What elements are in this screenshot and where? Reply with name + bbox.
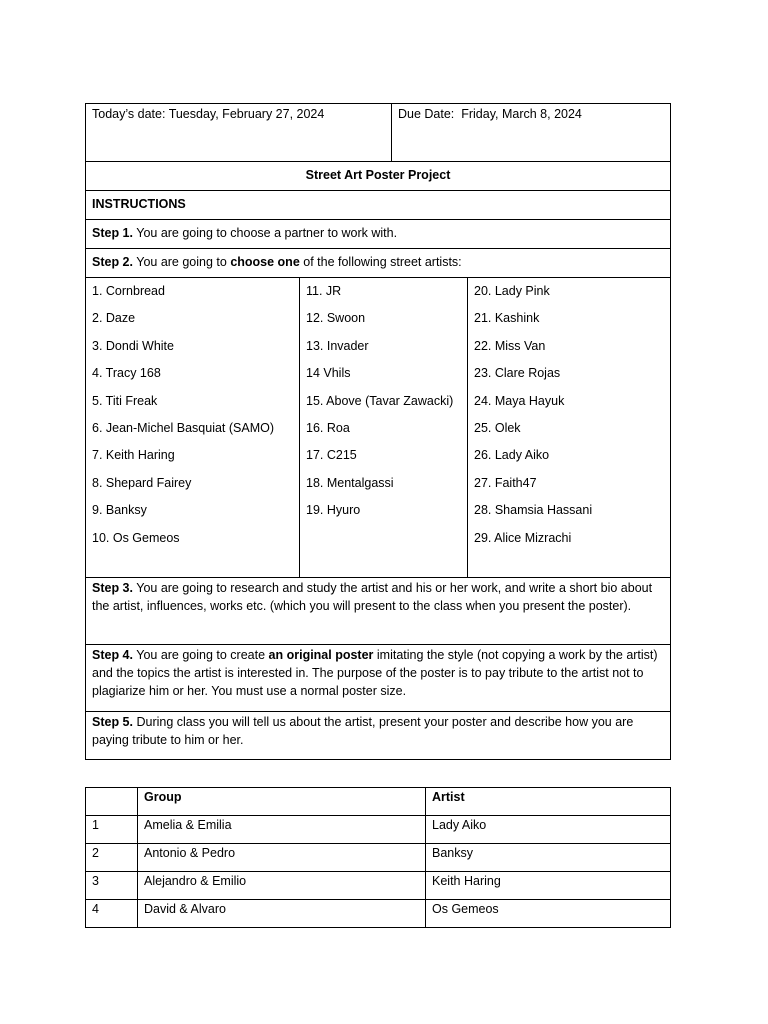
step-2-emphasis: choose one [230, 255, 300, 269]
list-item: 24. Maya Hayuk [474, 393, 565, 408]
artists-column-3 [468, 278, 671, 578]
list-item: 22. Miss Van [474, 338, 546, 353]
step-4-emphasis: an original poster [268, 648, 374, 662]
row-number: 3 [86, 872, 138, 900]
row-group: Antonio & Pedro [138, 844, 426, 872]
project-title: Street Art Poster Project [86, 162, 671, 191]
list-item: 17. C215 [306, 448, 357, 463]
list-item: 21. Kashink [474, 311, 540, 326]
step-4-text-b: imitating the style (not copying a work by the artist) and the topics the artist is interested in. The purpose of the poster is to pay tribute to the artist not to plagiarize him or her. You must use a normal poster size. [92, 648, 658, 698]
list-item: 5. Titi Freak [92, 393, 158, 408]
list-item: 27. Faith47 [474, 475, 537, 490]
step-2-text-a: You are going to [136, 255, 231, 269]
row-group: Amelia & Emilia [138, 816, 426, 844]
list-item: 3. Dondi White [92, 338, 174, 353]
list-item: 2. Daze [92, 311, 136, 326]
list-item: 6. Jean-Michel Basquiat (SAMO) [92, 420, 275, 435]
row-number: 4 [86, 900, 138, 928]
list-item: 23. Clare Rojas [474, 366, 561, 381]
header-group: Group [138, 788, 426, 816]
list-item: 16. Roa [306, 420, 350, 435]
step-1-text: You are going to choose a partner to work with. [136, 226, 398, 240]
list-item: 7. Keith Haring [92, 448, 175, 463]
step-3 [86, 578, 671, 645]
list-item: 4. Tracy 168 [92, 366, 161, 381]
step-4 [86, 645, 671, 712]
list-item: 26. Lady Aiko [474, 448, 550, 463]
table-header-row [86, 788, 671, 816]
step-2-text-b: of the following street artists: [299, 255, 462, 269]
row-number: 2 [86, 844, 138, 872]
table-row [86, 872, 671, 900]
list-item: 1. Cornbread [92, 284, 165, 298]
table-row [86, 844, 671, 872]
artists-column-2 [300, 278, 468, 578]
row-group: Alejandro & Emilio [138, 872, 426, 900]
row-number: 1 [86, 816, 138, 844]
list-item: 12. Swoon [306, 311, 366, 326]
list-item: 28. Shamsia Hassani [474, 503, 593, 518]
list-item: 15. Above (Tavar Zawacki) [306, 393, 454, 408]
step-3-text: You are going to research and study the artist and his or her work, and write a short bio about the artist, influences, works etc. (which you will present to the class when you present the poster). [92, 581, 653, 613]
step-1 [86, 220, 671, 249]
step-5-label: Step 5. [92, 715, 133, 729]
row-artist: Banksy [426, 844, 671, 872]
due-label: Due Date: [398, 107, 455, 121]
row-group: David & Alvaro [138, 900, 426, 928]
list-item: 9. Banksy [92, 503, 147, 518]
list-item: 20. Lady Pink [474, 284, 550, 298]
today-label: Today’s date: [92, 107, 166, 121]
step-4-label: Step 4. [92, 648, 133, 662]
step-1-label: Step 1. [92, 226, 133, 240]
due-value: Friday, March 8, 2024 [461, 107, 582, 121]
list-item: 13. Invader [306, 338, 369, 353]
list-item: 29. Alice Mizrachi [474, 530, 572, 545]
groups-table [85, 787, 671, 928]
step-5-text: During class you will tell us about the artist, present your poster and describe how you are paying tribute to him or her. [92, 715, 634, 747]
step-2 [86, 249, 671, 278]
row-artist: Keith Haring [426, 872, 671, 900]
assignment-table [85, 103, 671, 760]
table-row [86, 816, 671, 844]
list-item: 14 Vhils [306, 366, 351, 381]
list-item: 11. JR [306, 284, 342, 298]
list-item: 19. Hyuro [306, 503, 361, 518]
today-value: Tuesday, February 27, 2024 [168, 107, 325, 121]
list-item: 10. Os Gemeos [92, 530, 180, 545]
header-artist: Artist [426, 788, 671, 816]
list-item: 8. Shepard Fairey [92, 475, 192, 490]
step-2-label: Step 2. [92, 255, 133, 269]
step-5 [86, 712, 671, 760]
instructions-heading: INSTRUCTIONS [86, 191, 671, 220]
artists-column-1 [86, 278, 300, 578]
table-row [86, 900, 671, 928]
step-4-text-a: You are going to create [136, 648, 269, 662]
list-item: 25. Olek [474, 420, 521, 435]
header-number [86, 788, 138, 816]
row-artist: Lady Aiko [426, 816, 671, 844]
list-item: 18. Mentalgassi [306, 475, 394, 490]
due-date-cell [392, 104, 671, 162]
step-3-label: Step 3. [92, 581, 133, 595]
today-date-cell [86, 104, 392, 162]
row-artist: Os Gemeos [426, 900, 671, 928]
